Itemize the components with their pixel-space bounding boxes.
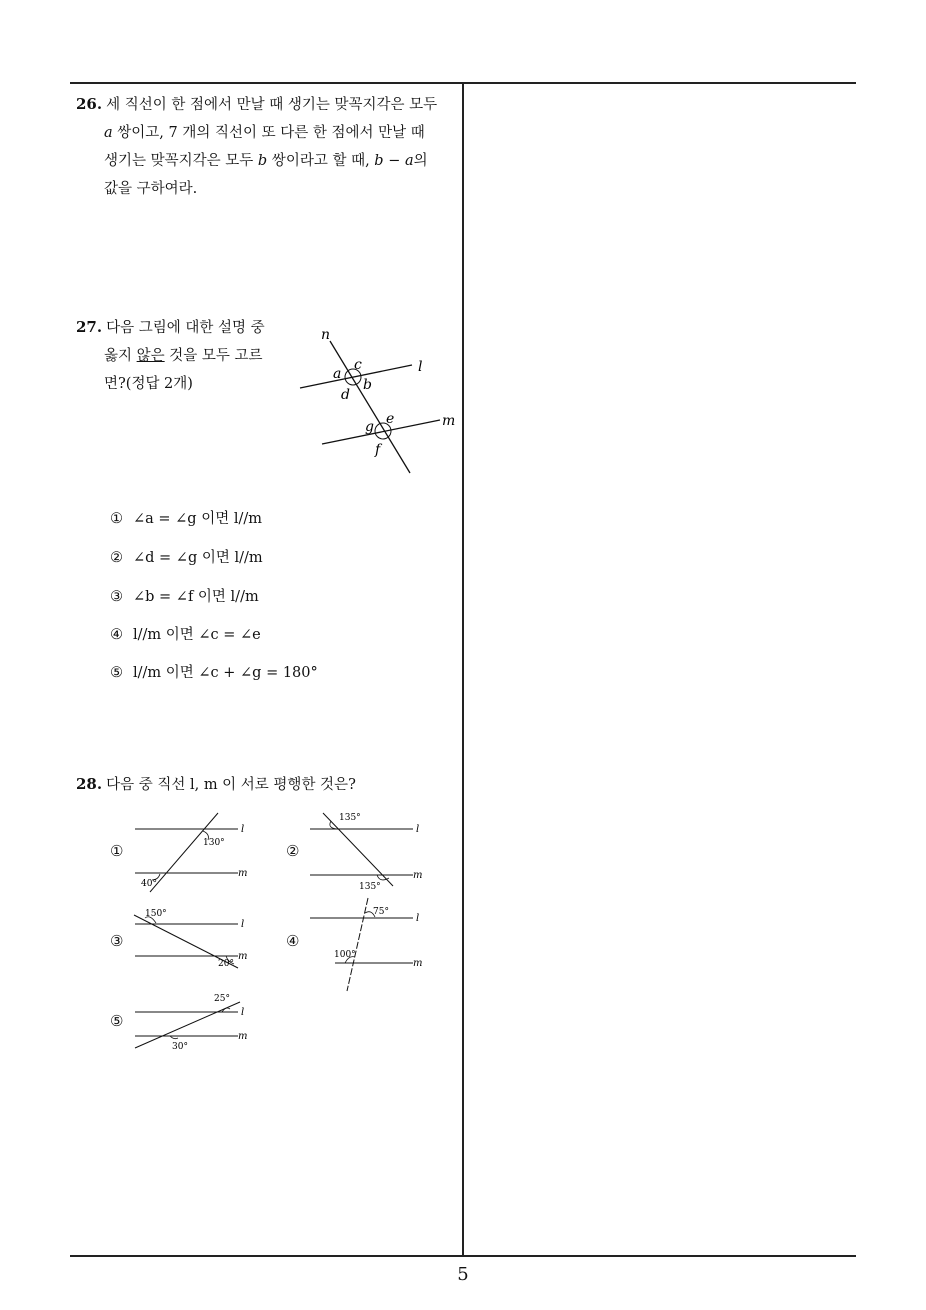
label-m: m (413, 958, 423, 969)
label-g: g (365, 419, 374, 435)
q26-line2: 쌍이고, 7 개의 직선이 또 다른 한 점에서 만날 때 (112, 125, 425, 141)
q26-line3-pre: 생기는 맞꼭지각은 모두 (104, 153, 258, 169)
label-m: m (238, 1031, 248, 1042)
q27-figure (290, 325, 465, 480)
angle-label: 135° (339, 813, 361, 823)
q27-choice-2[interactable] (110, 546, 263, 567)
question-28 (76, 770, 461, 799)
choice-text: ∠a = ∠g 이면 l//m (133, 511, 262, 527)
label-l: l (416, 913, 420, 924)
q27-line1: 다음 그림에 대한 설명 중 (106, 320, 265, 336)
q28-choice-4-number[interactable]: ④ (286, 932, 300, 950)
bottom-rule (70, 1255, 856, 1257)
q28-figure-1 (130, 810, 260, 895)
question-26 (76, 90, 461, 203)
q27-choice-3[interactable] (110, 585, 259, 606)
label-m: m (238, 951, 248, 962)
choice-number: ⑤ (110, 665, 123, 681)
q28-choice-1-number[interactable]: ① (110, 842, 124, 860)
label-c: c (354, 357, 362, 373)
q28-figure-3 (130, 900, 260, 975)
q27-line2-post: 것을 모두 고르 (164, 348, 263, 364)
q27-choice-4[interactable] (110, 623, 261, 644)
label-d: d (341, 387, 350, 403)
label-b: b (363, 377, 372, 393)
label-l: l (418, 359, 423, 375)
label-l: l (241, 1007, 245, 1018)
var-b: b (257, 153, 268, 169)
label-m: m (238, 868, 248, 879)
label-f: f (375, 442, 381, 458)
q28-figure-2 (305, 808, 435, 893)
label-a: a (333, 366, 342, 382)
underlined-word: 않은 (136, 348, 165, 364)
choice-number: ② (110, 550, 123, 566)
choice-number: ① (110, 511, 123, 527)
label-m: m (442, 413, 456, 429)
column-divider (462, 82, 464, 1257)
angle-label: 40° (141, 879, 157, 889)
q27-line2-pre: 옳지 (104, 348, 137, 364)
choice-text: l//m 이면 ∠c = ∠e (133, 627, 261, 643)
q26-line3-mid: 쌍이라고 할 때, (267, 153, 375, 169)
q26-line4: 값을 구하여라. (104, 181, 198, 197)
label-n: n (321, 327, 331, 343)
q26-line3-post: 의 (413, 153, 428, 169)
q28-choice-3-number[interactable]: ③ (110, 932, 124, 950)
var-a: a (104, 125, 113, 141)
label-l: l (416, 824, 420, 835)
question-number: 28. (76, 775, 103, 793)
q26-line1: 세 직선이 한 점에서 만날 때 생기는 맞꼭지각은 모두 (106, 97, 438, 113)
q28-figure-5 (130, 988, 260, 1058)
expr-b-minus-a: b − a (374, 153, 414, 169)
q28-choice-5-number[interactable]: ⑤ (110, 1012, 124, 1030)
q28-text: 다음 중 직선 l, m 이 서로 평행한 것은? (106, 777, 356, 793)
q27-choice-1[interactable] (110, 507, 262, 528)
angle-label: 135° (359, 882, 381, 892)
angle-label: 20° (218, 959, 234, 969)
angle-label: 150° (145, 909, 167, 919)
label-e: e (386, 411, 395, 427)
angle-label: 100° (334, 950, 356, 960)
angle-label: 30° (172, 1042, 188, 1052)
q28-choice-2-number[interactable]: ② (286, 842, 300, 860)
question-27 (76, 313, 296, 398)
choice-number: ③ (110, 589, 123, 605)
q27-line3: 면?(정답 2개) (104, 376, 193, 392)
label-l: l (241, 824, 245, 835)
choice-text: l//m 이면 ∠c + ∠g = 180° (133, 665, 318, 681)
choice-number: ④ (110, 627, 123, 643)
angle-label: 75° (373, 907, 389, 917)
page-number: 5 (457, 1264, 469, 1285)
choice-text: ∠d = ∠g 이면 l//m (133, 550, 263, 566)
choice-text: ∠b = ∠f 이면 l//m (133, 589, 259, 605)
q27-choice-5[interactable] (110, 661, 318, 682)
question-number: 26. (76, 95, 103, 113)
label-m: m (413, 870, 423, 881)
angle-label: 25° (214, 994, 230, 1004)
angle-label: 130° (203, 838, 225, 848)
q28-figure-4 (305, 895, 435, 995)
label-l: l (241, 919, 245, 930)
question-number: 27. (76, 318, 103, 336)
